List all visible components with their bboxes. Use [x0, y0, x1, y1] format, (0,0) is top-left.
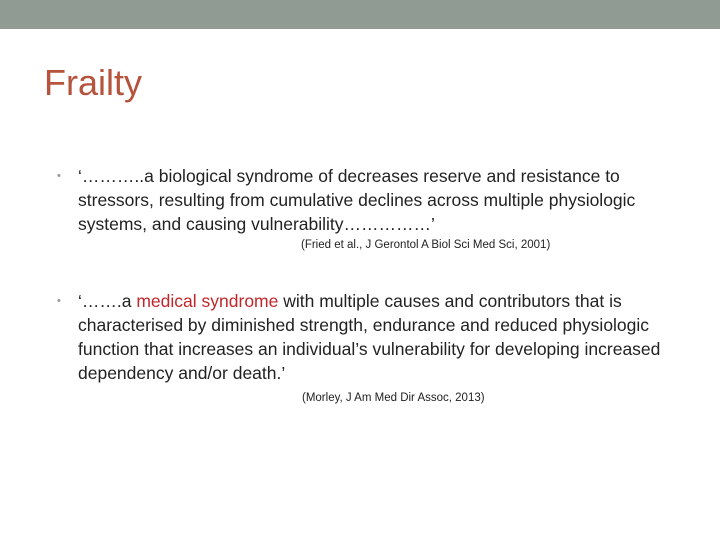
citation-1: (Fried et al., J Gerontol A Biol Sci Med Sci, 2001): [301, 239, 551, 251]
bullet-text-1: ‘………..a biological syndrome of decreases reserve and resistance to stressors, resulting from cumulative declines across multiple physiologic systems, and causing vulnerability……………’: [78, 166, 636, 234]
bullet-item-1: [57, 164, 697, 236]
bullet-text-2: [57, 289, 697, 385]
bullet-text-2-before: ‘…….a: [78, 291, 137, 311]
bullet-item-2: [57, 289, 697, 385]
citation-2: (Morley, J Am Med Dir Assoc, 2013): [302, 392, 485, 404]
bullet-marker: •: [57, 295, 61, 307]
slide-title: Frailty: [44, 62, 142, 103]
highlight-medical-syndrome: medical syndrome: [136, 291, 279, 311]
top-bar: [0, 0, 720, 29]
bullet-text-2-after: with multiple causes and contributors that is characterised by diminished strength, endurance and reduced physiologic function that increases an individual’s vulnerability for developing increased dependency and/or death.’: [78, 291, 661, 383]
bullet-marker: •: [57, 170, 61, 182]
